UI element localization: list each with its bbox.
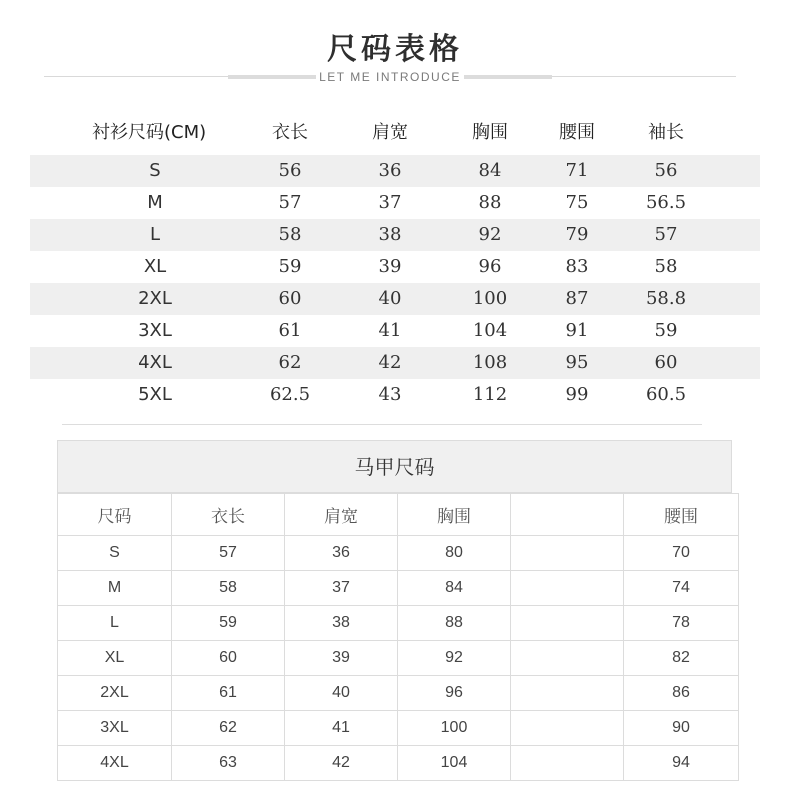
measurement-cell: 95: [565, 352, 589, 373]
measurement-cell: 88: [398, 606, 511, 641]
measurement-cell: 59: [278, 256, 302, 277]
measurement-cell: 63: [172, 746, 285, 781]
measurement-cell: 62.5: [269, 384, 311, 405]
table-row: [30, 283, 760, 315]
measurement-cell: 100: [472, 288, 508, 309]
measurement-cell: 84: [398, 571, 511, 606]
table-row: [58, 746, 739, 781]
measurement-cell: [511, 571, 624, 606]
vest-header-cell: 肩宽: [285, 494, 398, 536]
measurement-cell: 83: [565, 256, 589, 277]
vest-header-cell: [511, 494, 624, 536]
measurement-cell: 41: [378, 320, 402, 341]
table-row: [30, 315, 760, 347]
size-label: S: [149, 160, 161, 181]
vest-table-header: [58, 494, 739, 536]
measurement-cell: 39: [378, 256, 402, 277]
vest-table-title: 马甲尺码: [57, 440, 732, 493]
measurement-cell: 42: [378, 352, 402, 373]
table-row: [30, 219, 760, 251]
measurement-cell: 100: [398, 711, 511, 746]
measurement-cell: 75: [565, 192, 589, 213]
measurement-cell: 80: [398, 536, 511, 571]
measurement-cell: 58.8: [645, 288, 687, 309]
measurement-cell: 99: [565, 384, 589, 405]
measurement-cell: 59: [172, 606, 285, 641]
size-label: M: [147, 192, 163, 213]
measurement-cell: 56: [654, 160, 678, 181]
measurement-cell: 74: [624, 571, 739, 606]
measurement-cell: 60: [654, 352, 678, 373]
measurement-cell: 92: [398, 641, 511, 676]
table-row: [30, 251, 760, 283]
measurement-cell: 90: [624, 711, 739, 746]
measurement-cell: 57: [278, 192, 302, 213]
table-row: [58, 641, 739, 676]
table-row: [30, 155, 760, 187]
size-label: M: [58, 571, 172, 606]
measurement-cell: 43: [378, 384, 402, 405]
measurement-cell: 104: [398, 746, 511, 781]
subtitle: LET ME INTRODUCE: [319, 70, 461, 84]
measurement-cell: [511, 746, 624, 781]
measurement-cell: 108: [472, 352, 508, 373]
shirt-table-divider: [62, 424, 702, 425]
measurement-cell: [511, 536, 624, 571]
measurement-cell: [511, 641, 624, 676]
measurement-cell: 96: [398, 676, 511, 711]
table-row: [58, 571, 739, 606]
shirt-table-header: [30, 110, 760, 155]
measurement-cell: 104: [472, 320, 508, 341]
measurement-cell: 70: [624, 536, 739, 571]
measurement-cell: 36: [378, 160, 402, 181]
measurement-cell: 58: [278, 224, 302, 245]
measurement-cell: 57: [172, 536, 285, 571]
measurement-cell: 58: [654, 256, 678, 277]
table-row: [58, 711, 739, 746]
measurement-cell: 78: [624, 606, 739, 641]
table-row: [58, 536, 739, 571]
measurement-cell: 38: [285, 606, 398, 641]
measurement-cell: 82: [624, 641, 739, 676]
measurement-cell: 84: [478, 160, 502, 181]
measurement-cell: 37: [285, 571, 398, 606]
measurement-cell: 62: [278, 352, 302, 373]
shirt-header-cell: 胸围: [472, 122, 508, 143]
size-label: 3XL: [138, 320, 172, 341]
shirt-header-cell: 衬衫尺码(CM): [92, 122, 207, 143]
measurement-cell: 39: [285, 641, 398, 676]
vest-header-cell: 胸围: [398, 494, 511, 536]
measurement-cell: 42: [285, 746, 398, 781]
size-label: 4XL: [138, 352, 172, 373]
measurement-cell: 62: [172, 711, 285, 746]
measurement-cell: 94: [624, 746, 739, 781]
measurement-cell: 87: [565, 288, 589, 309]
shirt-header-cell: 腰围: [559, 122, 595, 143]
table-row: [30, 379, 760, 411]
table-row: [58, 676, 739, 711]
measurement-cell: 88: [478, 192, 502, 213]
size-label: L: [149, 224, 161, 245]
measurement-cell: 61: [172, 676, 285, 711]
measurement-cell: [511, 606, 624, 641]
shirt-header-cell: 袖长: [648, 122, 684, 143]
measurement-cell: 112: [472, 384, 508, 405]
size-label: 2XL: [58, 676, 172, 711]
measurement-cell: 60.5: [645, 384, 687, 405]
size-label: 4XL: [58, 746, 172, 781]
measurement-cell: 58: [172, 571, 285, 606]
measurement-cell: 59: [654, 320, 678, 341]
measurement-cell: 60: [172, 641, 285, 676]
measurement-cell: 96: [478, 256, 502, 277]
measurement-cell: 38: [378, 224, 402, 245]
subtitle-divider: [44, 68, 736, 88]
measurement-cell: [511, 676, 624, 711]
table-row: [30, 347, 760, 379]
vest-header-cell: 腰围: [624, 494, 739, 536]
measurement-cell: 60: [278, 288, 302, 309]
measurement-cell: 40: [378, 288, 402, 309]
shirt-header-cell: 衣长: [272, 122, 308, 143]
measurement-cell: 40: [285, 676, 398, 711]
measurement-cell: [511, 711, 624, 746]
measurement-cell: 71: [565, 160, 589, 181]
measurement-cell: 79: [565, 224, 589, 245]
size-label: S: [58, 536, 172, 571]
size-label: 3XL: [58, 711, 172, 746]
measurement-cell: 56.5: [645, 192, 687, 213]
shirt-header-cell: 肩宽: [372, 122, 408, 143]
measurement-cell: 57: [654, 224, 678, 245]
measurement-cell: 36: [285, 536, 398, 571]
vest-size-table: [57, 440, 732, 782]
table-row: [30, 187, 760, 219]
size-label: 5XL: [138, 384, 172, 405]
page-title: 尺码表格: [327, 32, 463, 67]
vest-header-cell: 衣长: [172, 494, 285, 536]
measurement-cell: 86: [624, 676, 739, 711]
table-row: [58, 606, 739, 641]
measurement-cell: 92: [478, 224, 502, 245]
size-label: L: [58, 606, 172, 641]
measurement-cell: 61: [278, 320, 302, 341]
measurement-cell: 41: [285, 711, 398, 746]
size-label: XL: [58, 641, 172, 676]
measurement-cell: 37: [378, 192, 402, 213]
shirt-size-table: [30, 110, 760, 411]
size-label: 2XL: [138, 288, 172, 309]
vest-table-grid: [57, 493, 739, 781]
size-label: XL: [143, 256, 167, 277]
measurement-cell: 56: [278, 160, 302, 181]
vest-header-cell: 尺码: [58, 494, 172, 536]
measurement-cell: 91: [565, 320, 589, 341]
